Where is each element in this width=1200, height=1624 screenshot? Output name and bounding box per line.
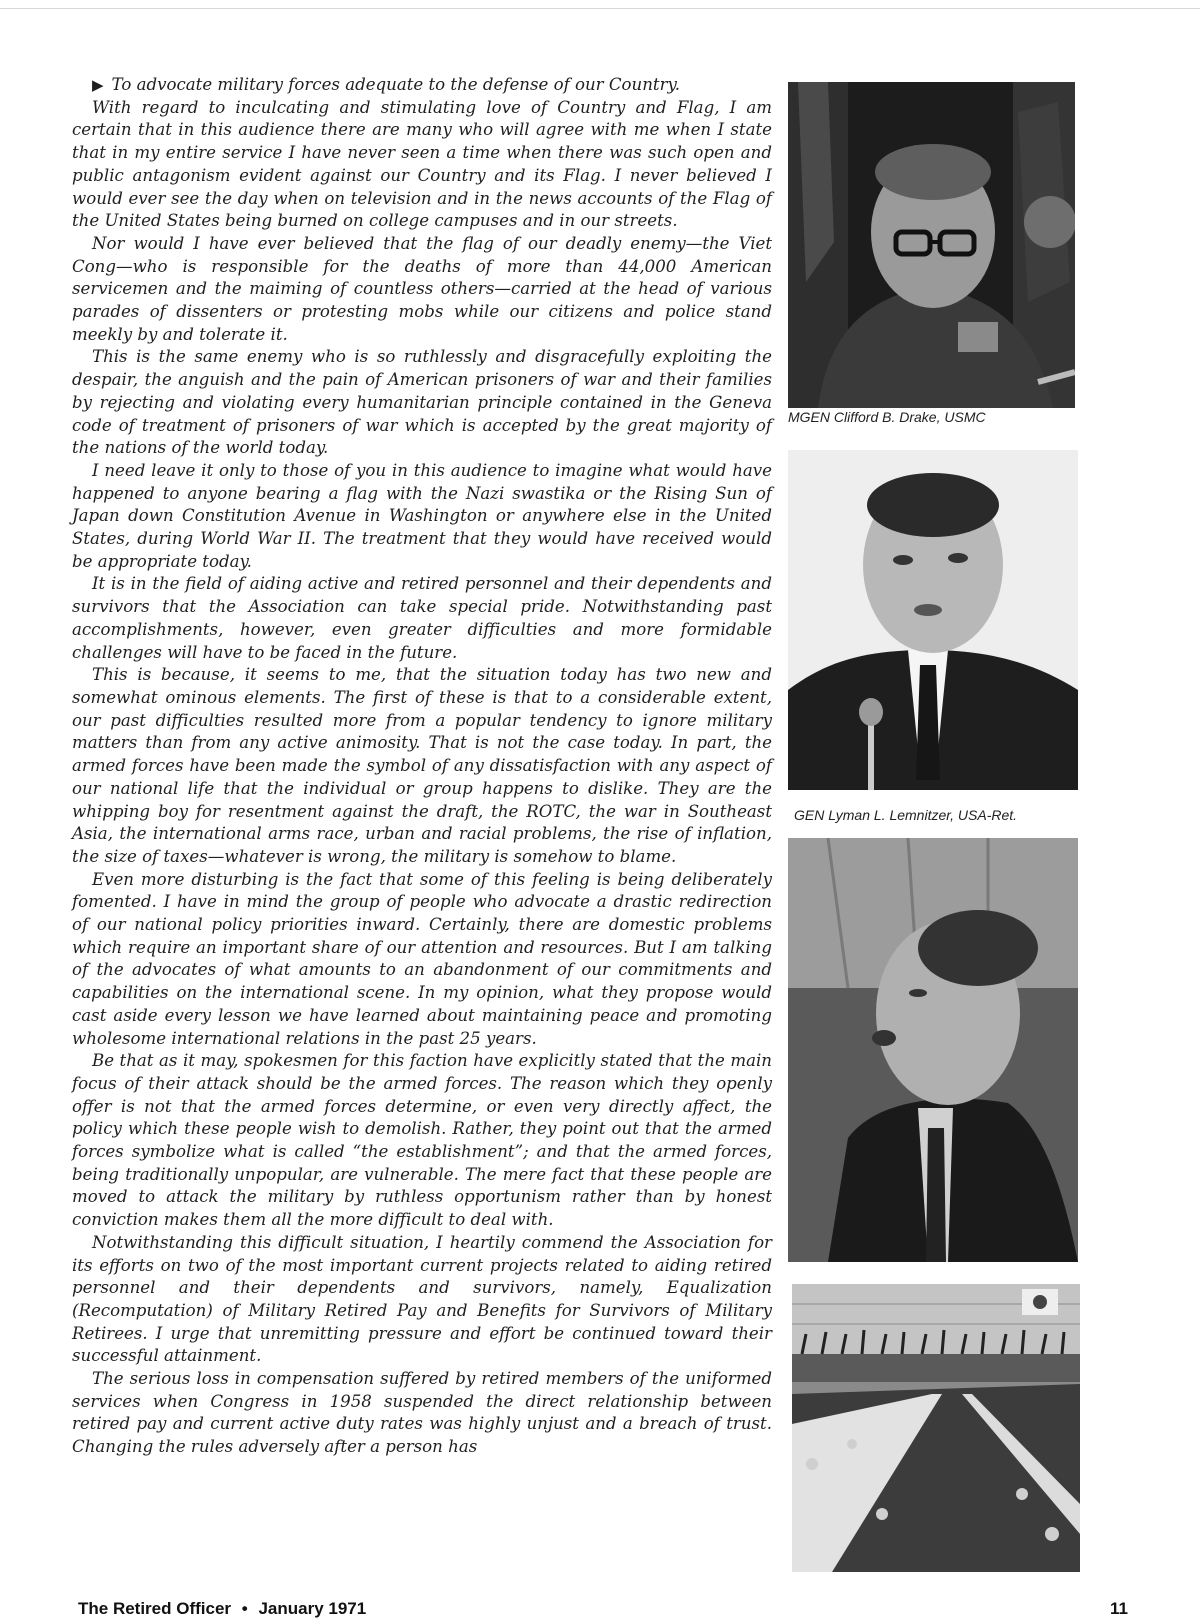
arrow-bullet-icon: ▶ <box>92 76 104 94</box>
photo-caption: GEN Lyman L. Lemnitzer, USA-Ret. <box>794 807 1018 823</box>
article-paragraph: Even more disturbing is the fact that some of this feeling is being deliberately fomented. I have in mind the group of people who advocate a drastic redirection of our national policy priorities inward. Certainly, there are domestic problems which require an important share of our attention and resources. But I am talking of the advocates of what amounts to an abandonment of our commitments and capabilities on the international scene. In my opinion, what they propose would cast aside every lesson we have learned about maintaining peace and promoting wholesome international relations in the past 25 years. <box>72 869 772 1048</box>
publication-name: The Retired Officer <box>78 1599 232 1618</box>
article-paragraph: This is because, it seems to me, that the situation today has two new and somewhat ominous elements. The first of these is that to a considerable extent, our past difficulties resulted more from a popular tendency to ignore military matters than from any active animosity. That is not the case today. In part, the armed forces have been made the symbol of any dissatisfaction with any aspect of our national life that the individual or group happens to dislike. They are the whipping boy for resentment against the draft, the ROTC, the war in Southeast Asia, the international arms race, urban and racial problems, the rise of inflation, the size of taxes—whatever is wrong, the military is somehow to blame. <box>72 665 772 866</box>
photo-banquet-hall <box>792 1284 1080 1572</box>
page-footer <box>78 1599 1128 1619</box>
photo-speaker <box>788 838 1078 1262</box>
footer-publication <box>78 1599 1128 1619</box>
top-edge-rule <box>0 8 1200 9</box>
article-paragraph: Nor would I have ever believed that the flag of our deadly enemy—the Viet Cong—who is responsible for the deaths of more than 44,000 American servicemen and the maiming of countless others—carried at the head of various parades of dissenters or protesting mobs while our citizens and police stand meekly by and tolerate it. <box>72 233 772 344</box>
article-paragraph: It is in the field of aiding active and retired personnel and their dependents and survivors that the Association can take special pride. Notwithstanding past accomplishments, however, even greater difficulties and more formidable challenges will have to be faced in the future. <box>72 574 772 662</box>
photo-caption: MGEN Clifford B. Drake, USMC <box>788 409 986 425</box>
article-paragraph: With regard to inculcating and stimulating love of Country and Flag, I am certain that in this audience there are many who will agree with me when I state that in my entire service I have never seen a time when there was such open and public antagonism evident against our Country and its Flag. I never believed I would ever see the day when on television and in the news accounts of the Flag of the United States being burned on college campuses and in our streets. <box>72 97 772 231</box>
page-number: 11 <box>1110 1599 1128 1618</box>
photo-lemnitzer <box>788 450 1078 790</box>
issue-date: January 1971 <box>258 1599 367 1618</box>
footer-separator: • <box>241 1599 248 1618</box>
photo-drake <box>788 82 1075 408</box>
lead-paragraph: ▶ To advocate military forces adequate to the defense of our Country. <box>92 75 680 94</box>
article-paragraph: The serious loss in compensation suffered by retired members of the uniformed services when Congress in 1958 suspended the direct relationship between retired pay and current active duty rates was highly unjust and a breach of trust. Changing the rules adversely after a person has <box>72 1369 772 1457</box>
article-paragraph: This is the same enemy who is so ruthlessly and disgracefully exploiting the despair, the anguish and the pain of American prisoners of war and their families by rejecting and violating every humanitarian principle contained in the Geneva code of treatment of prisoners of war which is accepted by the great majority of the nations of the world today. <box>72 347 772 458</box>
article-body <box>72 74 772 1459</box>
article-paragraph: I need leave it only to those of you in this audience to imagine what would have happened to anyone bearing a flag with the Nazi swastika or the Rising Sun of Japan down Constitution Avenue in Washington or anywhere else in the United States, during World War II. The treatment that they would have received would be appropriate today. <box>72 460 772 571</box>
article-paragraph: Be that as it may, spokesmen for this faction have explicitly stated that the main focus of their attack should be the armed forces. The reason which they openly offer is not that the armed forces determine, or even very directly affect, the policy which these people wish to demolish. Rather, they point out that the armed forces symbolize what is called “the establishment”; and that the armed forces, being traditionally unpopular, are vulnerable. The mere fact that these people are moved to attack the military by ruthless opportunism rather than by honest conviction makes them all the more difficult to deal with. <box>72 1051 772 1230</box>
article-paragraph: Notwithstanding this difficult situation, I heartily commend the Association for its efforts on two of the most important current projects related to aiding retired personnel and their dependents and survivors, namely, Equalization (Recomputation) of Military Retired Pay and Benefits for Survivors of Military Retirees. I urge that unremitting pressure and effort be continued toward their successful attainment. <box>72 1232 772 1366</box>
